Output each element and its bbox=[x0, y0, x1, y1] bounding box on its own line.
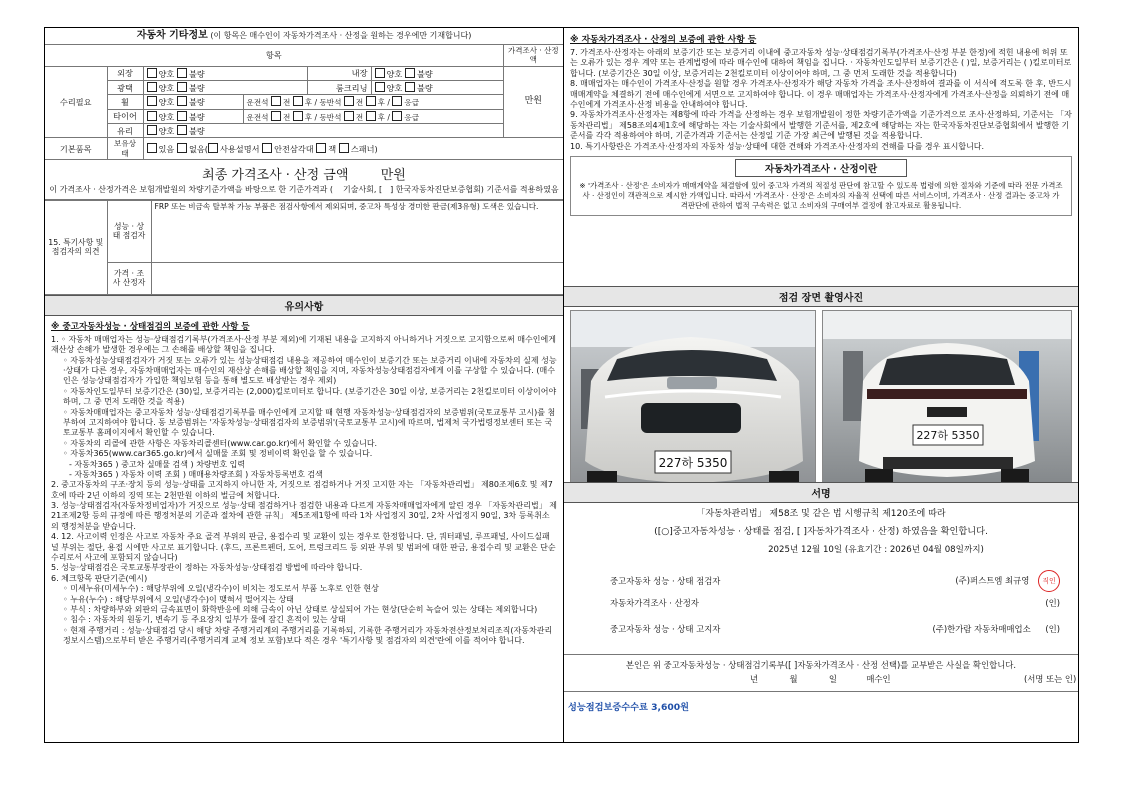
signer-mark: (인) bbox=[1045, 598, 1060, 608]
driver-label: 운전석 bbox=[246, 98, 269, 108]
note-item: 2. 중고자동차의 구조·장치 등의 성능·상태를 고지하지 아니한 자, 거짓으로 점검하거나 거짓 고지한 자는 「자동차관리법」 제80조제6호 및 제7호에 따라 2년 이하의 징역 또는 2천만원 이하의 벌금에 처합니다. bbox=[51, 480, 553, 500]
appraiser-label: 가격 · 조사 산정자 bbox=[107, 262, 151, 294]
signer-row bbox=[610, 592, 1060, 614]
emergency-label: 응급 bbox=[404, 98, 420, 108]
part-label: 외장 bbox=[107, 66, 143, 80]
option-label: 안전삼각대 bbox=[274, 144, 314, 155]
receipt-year: 년 bbox=[750, 674, 759, 684]
option-label: 불량 bbox=[188, 68, 205, 79]
front-label: 전 bbox=[355, 98, 364, 108]
definition-text: ※ '가격조사 · 산정'은 소비자가 매매계약을 체결함에 있어 중고차 가격의 적절성 판단에 참고할 수 있도록 법령에 의한 절차와 기준에 따라 전문 가격조사 · 산정인이 객관적으로 제시한 가액입니다. 따라서 '가격조사 · 산정'은 소비자의 자율적 선택에 따른 서비스이며, 가격조사 · 산정 결과는 중고차 가격판단에 관하여 법적 구속력은 없고 소비자의 구매여부 결정에 참고자료로 활용됩니다. bbox=[579, 180, 1063, 210]
note-item: ◦ 자동차매매업자는 중고자동차 성능·상태점검기록부를 매수인에게 고지할 때 현행 자동차성능·상태점검자의 보증범위(국토교통부 고시)를 첨부하여 고지하여야 합니다. 동 보증범위는 '자동차성능·상태점검자의 보증범위'(국토교통부 고시)에 따르며, 법제처 국가법령정보센터 또는 국토교통부 홈페이지에서 확인할 수 있습니다. bbox=[63, 407, 556, 438]
option-label: 양호 bbox=[158, 97, 175, 108]
rear-label: 후 bbox=[377, 112, 385, 122]
signer-name: (주)퍼스트엠 최규영 bbox=[955, 575, 1030, 586]
checkbox[interactable] bbox=[392, 111, 402, 121]
checkbox[interactable] bbox=[344, 111, 354, 121]
note-item: ◦ 현재 주행거리 : 성능·상태점검 당시 해당 차량 주행거리계의 주행거리를 기록하되, 기록한 주행거리가 자동차전산정보처리조직(자동차관리정보시스템)으로부터 받은 주행거리(주행거리계 교체 정보 포함)보다 적은 경우 '특기사항 및 점검자의 의견'란에 이를 적어야 합니다. bbox=[63, 625, 553, 646]
option-label: 불량 bbox=[188, 111, 205, 122]
signer-role: 자동차가격조사 · 산정자 bbox=[610, 598, 699, 608]
price-won: 만원 bbox=[503, 66, 563, 138]
other-info-title: 자동차 기타정보 bbox=[136, 29, 208, 41]
checkbox[interactable] bbox=[177, 96, 187, 106]
front-label: 전 bbox=[355, 112, 364, 122]
final-price-note-c: ] 한국자동차진단보증협회) 기준서를 적용하였음 bbox=[390, 185, 559, 195]
checkbox[interactable] bbox=[177, 143, 187, 153]
checkbox[interactable] bbox=[344, 96, 354, 106]
note-item: ◦ 누유(누수) : 해당부위에서 오일(냉각수)이 맺혀서 떨어지는 상태 bbox=[63, 594, 294, 604]
price-note: 8. 매매업자는 매수인이 가격조사·산정을 원할 경우 가격조사·산정자가 해당 자동차 가격을 조사·산정하여 결과를 이 서식에 적도록 한 후, 반드시 매매계약을 체결하기 전에 매수인에게 서면으로 고지하여야 합니다. 이 경우 매매업자는 가격조사·산정자에게 가격조사·산정을 의뢰하기 전에 매수인에게 가격조사·산정 비용을 안내하여야 합니다. bbox=[570, 79, 1072, 109]
checkbox[interactable] bbox=[147, 143, 157, 153]
note-item: ◦ 미세누유(미세누수) : 해당부위에 오일(냉각수)이 비치는 정도로서 부품 노후로 인한 현상 bbox=[63, 584, 379, 594]
option-label: 양호 bbox=[386, 68, 403, 79]
checkbox[interactable] bbox=[147, 82, 157, 92]
sign-law: 「자동차관리법」 제58조 및 같은 법 시행규칙 제120조에 따라 bbox=[696, 509, 946, 519]
inspector-opinion: FRP 또는 비금속 탈부착 가능 부품은 점검사항에서 제외되며, 중고차 특성상 경미한 판금(제3유형) 도색은 있습니다. bbox=[151, 200, 563, 262]
note-item: ◦ 자동차의 리콜에 관한 사항은 자동차리콜센터(www.car.go.kr)에서 확인할 수 있습니다. bbox=[63, 438, 378, 448]
final-price-note-b: 기술사회, [ bbox=[343, 185, 383, 195]
checkbox[interactable] bbox=[147, 68, 157, 78]
photo-title: 점검 장면 촬영사진 bbox=[564, 286, 1078, 307]
option-label: 잭 bbox=[328, 144, 337, 155]
checkbox[interactable] bbox=[339, 143, 349, 153]
checkbox[interactable] bbox=[405, 68, 415, 78]
checkbox[interactable] bbox=[405, 82, 415, 92]
part-label: 타이어 bbox=[107, 109, 143, 123]
option-label: 사용설명서 bbox=[219, 144, 260, 155]
signer-row bbox=[610, 614, 1060, 644]
note-item: ◦ 자동차365(www.car365.go.kr)에서 실매물 조회 및 정비이력 확인을 할 수 있습니다. bbox=[63, 449, 373, 459]
checkbox[interactable] bbox=[375, 82, 385, 92]
price-note: 7. 가격조사·산정자는 아래의 보증기간 또는 보증거리 이내에 중고자동차 성능·상태점검기록부(가격조사·산정 부분 한정)에 적힌 내용에 허위 또는 오류가 있는 경우 계약 또는 관계법령에 따라 매수인에 대하여 책임을 집니다. · 자동차인도일부터 보증기간은 ( )일, 보증거리는 ( )킬로미터로 합니다. (보증기간은 30일 이상, 보증거리는 2천킬로미터 이상이어야 하며, 그 중 먼저 도래한 것을 적용합니다) bbox=[570, 48, 1072, 78]
part-label: 룸크리닝 bbox=[307, 81, 371, 95]
opinion-label: 15. 특기사항 및 점검자의 의견 bbox=[45, 200, 107, 294]
col-price-header: 가격조사 · 산정액 bbox=[503, 45, 563, 67]
note-item: ◦ 침수 : 자동차의 원동기, 변속기 등 주요장치 일부가 물에 잠긴 흔적이 있는 상태 bbox=[63, 615, 346, 625]
notes-list bbox=[51, 335, 557, 647]
passenger-label: 동반석 bbox=[319, 112, 342, 122]
final-price-box bbox=[45, 160, 563, 199]
inspection-form-page bbox=[44, 27, 1079, 743]
part-label: 내장 bbox=[307, 66, 371, 80]
driver-label: 운전석 bbox=[246, 112, 269, 122]
receipt-day: 일 bbox=[828, 674, 837, 684]
option-label: 불량 bbox=[416, 83, 433, 93]
checkbox[interactable] bbox=[147, 125, 157, 135]
signer-row bbox=[610, 570, 1060, 592]
note-item: 3. 성능·상태점검자(자동차정비업자)가 거짓으로 성능·상태 점검하거나 점검한 내용과 다르게 자동차매매업자에게 알린 경우 「자동차관리법」 제21조제2항 등의 규정에 따른 행정처분의 기준과 절차에 관한 규칙」 제5조제1항에 따라 1차 사업정지 30일, 2차 사업정지 90일, 3차 등록취소의 행정처분을 받습니다. bbox=[51, 501, 557, 531]
price-note: 10. 특기사항란은 가격조사·산정자의 자동차 성능·상태에 대한 견해와 가격조사·산정자의 견해를 다를 경우 표시합니다. bbox=[570, 141, 985, 151]
signer-role: 중고자동차 성능 · 상태 고지자 bbox=[610, 624, 721, 634]
sign-title: 서명 bbox=[564, 482, 1078, 503]
option-label: 불량 bbox=[188, 97, 205, 108]
option-label: 불량 bbox=[188, 83, 205, 93]
option-label: 스패너 bbox=[350, 144, 375, 155]
price-warranty-section bbox=[564, 28, 1078, 152]
definition-title: 자동차가격조사 · 산정이란 bbox=[735, 159, 907, 177]
definition-box bbox=[570, 156, 1072, 216]
option-label: 양호 bbox=[158, 68, 175, 79]
option-label: 양호 bbox=[386, 83, 403, 93]
inspector-label: 성능 · 상태 점검자 bbox=[107, 200, 151, 262]
basic-status-label: 보유상태 bbox=[107, 138, 143, 160]
signer-mark: (인) bbox=[1045, 624, 1060, 634]
checkbox[interactable] bbox=[177, 111, 187, 121]
right-column bbox=[564, 28, 1078, 742]
other-info-table: 자동차 기타정보 (이 항목은 매수인이 자동차가격조사 · 산정을 원하는 경우에만 기재합니다) 항목 가격조사 · 산정액 수리필요 외장 양호 불량 내장 양호 불량 만원 광택 양호 불량 룸크리닝 양호 불량 휠 양호 불량 운전석 전 후 / 동반석 전 후 / 응급 타이어 양호 불량 운전석 전 후 / 동반석 전 후 / 응급 유리 양호 불량 기본품목 보유상태 있음 없음( 사용설명서 안전삼각대 잭 스패너) bbox=[45, 28, 563, 160]
option-label: 양호 bbox=[158, 126, 175, 137]
receipt-month: 월 bbox=[789, 674, 798, 684]
front-label: 전 bbox=[282, 98, 291, 108]
signer-role: 중고자동차 성능 · 상태 점검자 bbox=[610, 576, 721, 586]
note-item: 1. ◦ 자동차 매매업자는 성능·상태점검기록부(가격조사·산정 부분 제외)에 기재된 내용을 고지하지 아니하거나 거짓으로 고지함으로써 매수인에게 재산상 손해가 발생한 경우에는 그 손해를 배상할 책임을 집니다. bbox=[51, 334, 556, 355]
checkbox[interactable] bbox=[147, 111, 157, 121]
checkbox[interactable] bbox=[177, 68, 187, 78]
receipt-line bbox=[564, 673, 1078, 685]
option-label: 불량 bbox=[416, 68, 433, 79]
checkbox[interactable] bbox=[147, 96, 157, 106]
receipt-sign: (서명 또는 인) bbox=[1023, 674, 1077, 684]
left-column bbox=[45, 28, 564, 742]
checkbox[interactable] bbox=[316, 143, 326, 153]
receipt-section bbox=[564, 654, 1078, 685]
checkbox[interactable] bbox=[293, 111, 303, 121]
signer-name-wrap bbox=[955, 570, 1060, 592]
price-heading: ※ 자동차가격조사 · 산정의 보증에 관한 사항 등 bbox=[570, 35, 757, 45]
note-item: 5. 성능·상태점검은 국토교통부장관이 정하는 자동차성능·상태점검 방법에 따라야 합니다. bbox=[51, 563, 363, 573]
checkbox[interactable] bbox=[271, 96, 281, 106]
receipt-buyer: 매수인 bbox=[866, 674, 891, 684]
opinion-table bbox=[45, 200, 563, 295]
col-item-header: 항목 bbox=[45, 45, 503, 67]
front-plate-text: 227하 5350 bbox=[658, 456, 728, 470]
rear-label: 후 bbox=[304, 112, 313, 122]
seal-stamp: 직인 bbox=[1038, 570, 1060, 592]
appraiser-opinion bbox=[151, 262, 563, 294]
inspection-fee: 성능점검보증수수료 3,600원 bbox=[568, 702, 690, 713]
warranty-heading: ※ 중고자동차성능 · 상태점검의 보증에 관한 사항 등 bbox=[51, 321, 250, 332]
sign-section bbox=[564, 502, 1078, 555]
rear-car-image bbox=[823, 311, 1071, 499]
checkbox[interactable] bbox=[262, 143, 272, 153]
option-label: 있음 bbox=[158, 144, 175, 155]
option-label: 불량 bbox=[188, 126, 205, 137]
checkbox[interactable] bbox=[293, 96, 303, 106]
note-item: - 자동차365 ) 중고차 실매물 검색 ) 차량번호 입력 bbox=[69, 459, 246, 469]
part-label: 유리 bbox=[107, 124, 143, 138]
checkbox[interactable] bbox=[177, 82, 187, 92]
receipt-text: 본인은 위 중고자동차성능 · 상태점검기록부([ ]자동차가격조사 · 산정 선택)를 교부받은 사실을 확인합니다. bbox=[625, 660, 1017, 670]
checkbox[interactable] bbox=[366, 96, 376, 106]
fee-section bbox=[564, 691, 1078, 717]
checkbox[interactable] bbox=[177, 125, 187, 135]
passenger-label: 동반석 bbox=[319, 98, 342, 108]
note-item: - 자동차365 ) 자동차 이력 조회 ) 매매용차량조회 ) 자동차등록번호 검색 bbox=[69, 469, 323, 479]
sign-date: 2025년 12월 10일 (유효기간 : 2026년 04월 08일까지) bbox=[768, 545, 984, 555]
note-item: ◦ 자동차성능상태점검자가 거짓 또는 오류가 있는 성능상태점검 내용을 제공하여 매수인이 보증기간 또는 보증거리 이내에 자동차의 실제 성능·상태가 다른 경우, 자동차매매업자는 매수인의 재산상 손해를 배상할 책임을 지며, 자동차성능상태점검자에게 이를 구상할 수 있습니다. (매수인은 성능상태점검자가 가입한 책임보험 등을 통해 별도로 배상받는 경우 제외) bbox=[63, 355, 557, 386]
checkbox[interactable] bbox=[375, 68, 385, 78]
rear-label: 후 bbox=[304, 98, 313, 108]
front-label: 전 bbox=[282, 112, 291, 122]
emergency-label: 응급 bbox=[404, 112, 420, 122]
signers bbox=[610, 570, 1060, 644]
final-price-won: 만원 bbox=[380, 168, 406, 184]
checkbox[interactable] bbox=[392, 96, 402, 106]
price-note: 9. 자동차가격조사·산정자는 제8항에 따라 가격을 산정하는 경우 보험개발원이 정한 차량기준가액을 기준가격으로 조사·산정하되, 기준서는 「자동차관리법」 제58조의4제1호에 해당하는 자는 기술사회에서 발행한 기준서를, 제2호에 해당하는 자는 한국자동차진단보증협회에서 발행한 기준서를 각각 적용하여야 하며, 기준가격과 기준서는 산정일 기준 가장 최근에 발행된 것을 적용합니다. bbox=[570, 110, 1072, 141]
checkbox[interactable] bbox=[271, 111, 281, 121]
note-item: ◦ 부식 : 차량하부와 외판의 금속표면이 화학반응에 의해 금속이 아닌 상태로 상실되어 가는 현상(단순히 녹슬어 있는 상태는 제외합니다) bbox=[63, 604, 538, 614]
rear-photo bbox=[822, 310, 1072, 500]
rear-plate-text: 227하 5350 bbox=[916, 429, 980, 442]
other-info-note: (이 항목은 매수인이 자동차가격조사 · 산정을 원하는 경우에만 기재합니다) bbox=[210, 30, 472, 40]
checkbox[interactable] bbox=[208, 143, 218, 153]
rear-label: 후 bbox=[377, 98, 385, 108]
option-label: 양호 bbox=[158, 111, 175, 122]
note-item: ◦ 자동차인도일부터 보증기간은 (30)일, 보증거리는 (2,000)킬로미터로 합니다. (보증기간은 30일 이상, 보증거리는 2천킬로미터 이상이어야 하며, 그 중 먼저 도래한 것을 적용) bbox=[63, 386, 557, 407]
note-item: 4. 12. 사고이력 인정은 사고로 자동차 주요 골격 부위의 판금, 용접수리 및 교환이 있는 경우로 한정합니다. 단, 쿼터패널, 루프패널, 사이드실패널 부위는 절단, 용접 시에만 사고로 표기합니다. (후드, 프론트펜더, 도어, 트렁크리드 등 외판 부위 및 범퍼에 대한 판금, 용접수리 및 교환은 단순수리로서 사고에 포함되지 않습니다) bbox=[51, 532, 556, 563]
option-label: 없음 bbox=[188, 144, 205, 155]
sign-confirm: ([○]중고자동차성능 · 상태를 점검, [ ]자동차가격조사 · 산정) 하였음을 확인합니다. bbox=[654, 526, 988, 537]
option-label: 양호 bbox=[158, 83, 175, 93]
part-label: 광택 bbox=[107, 81, 143, 95]
signer-name: (주)한가람 자동차매매업소 bbox=[932, 624, 1031, 634]
final-price-note-a: 이 가격조사 · 산정가격은 보험개발원의 차량기준가액을 바탕으로 한 기준가격과 ( bbox=[49, 185, 333, 195]
checkbox[interactable] bbox=[366, 111, 376, 121]
final-price-title: 최종 가격조사 · 산정 금액 bbox=[202, 168, 349, 184]
front-photo bbox=[570, 310, 816, 500]
front-car-image bbox=[571, 311, 815, 499]
repair-needed-label: 수리필요 bbox=[45, 66, 107, 138]
part-label: 휠 bbox=[107, 95, 143, 109]
note-item: 6. 체크항목 판단기준(예시) bbox=[51, 573, 148, 583]
basic-items-label: 기본품목 bbox=[45, 138, 107, 160]
cautions-title: 유의사항 bbox=[45, 295, 563, 316]
cautions-body bbox=[45, 316, 563, 647]
